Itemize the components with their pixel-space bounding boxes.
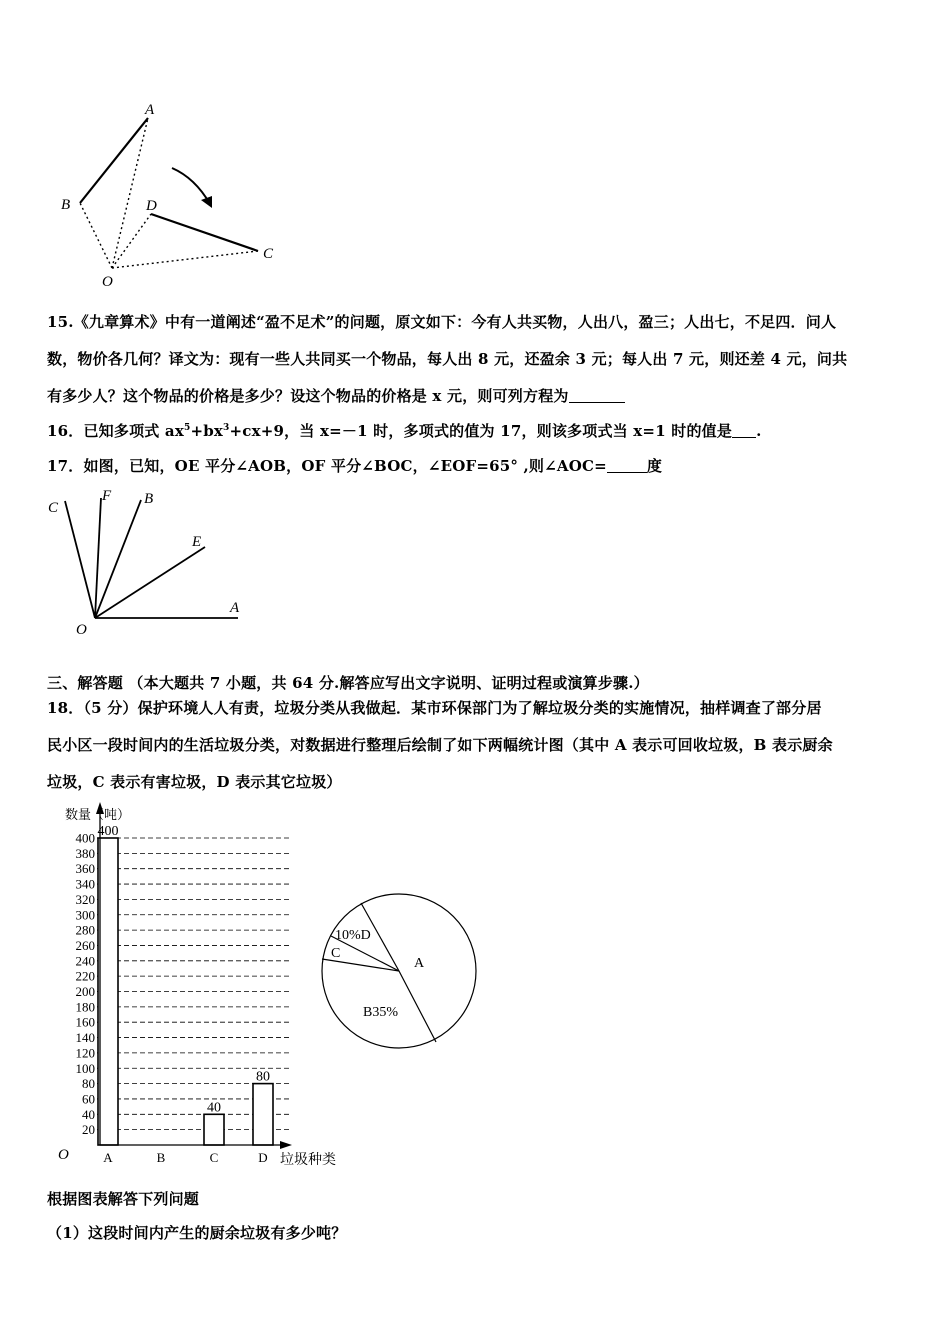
y-tick-label: 260 (75, 937, 95, 953)
y-tick-label: 140 (75, 1030, 95, 1046)
y-tick-label: 380 (75, 845, 95, 861)
y-tick-label: 20 (82, 1122, 95, 1138)
bar-d (253, 1084, 273, 1145)
label-f: F (102, 488, 112, 504)
x-category-labels (103, 1150, 267, 1165)
ray-oc (65, 501, 95, 618)
x-axis-title: 垃圾种类 (280, 1153, 336, 1168)
label-c: C (263, 246, 274, 262)
y-tick-label: 200 (75, 984, 95, 999)
y-tick-label: 220 (75, 968, 95, 984)
sub-question-1: （1）这段时间内产生的厨余垃圾有多少吨？ (47, 1224, 347, 1242)
x-category-label: B (156, 1150, 166, 1165)
q17-text: 17．如图，已知，OE 平分∠AOB，OF 平分∠BOC，∠EOF=65° ,则∠AOC= (47, 457, 607, 475)
y-tick-label: 40 (82, 1106, 95, 1122)
q16-exp2: 3 (223, 423, 230, 433)
q16-end: . (756, 422, 762, 440)
dotted-ob (80, 203, 112, 268)
label-a: A (230, 600, 240, 616)
answer-intro: 根据图表解答下列问题 (47, 1190, 200, 1208)
data-label-c: 40 (207, 1100, 221, 1116)
q16-part2: +bx (190, 422, 224, 440)
q16 (47, 420, 907, 441)
label-a: A (145, 102, 155, 118)
x-category-label: D (258, 1150, 268, 1165)
q18-line2: 民小区一段时间内的生活垃圾分类，对数据进行整理后绘制了如下两幅统计图（其中 A 表示可回收垃圾，B 表示厨余 (47, 736, 833, 754)
y-tick-label: 300 (75, 907, 95, 923)
y-tick-label: 280 (75, 922, 95, 938)
ray-oe (95, 547, 205, 618)
label-e: E (192, 534, 202, 550)
q15-line2: 数，物价各几何？译文为：现有一些人共同买一个物品，每人出 8 元，还盈余 3 元；每人出 7 元，则还差 4 元，问共 (47, 350, 848, 368)
q18-line1: 18．（5 分）保护环境人人有责，垃圾分类从我做起．某市环保部门为了解垃圾分类的实施情况，抽样调查了部分居 (47, 699, 822, 717)
q15-line3 (47, 385, 907, 406)
figure-rotation (55, 100, 285, 295)
y-tick-label: 120 (75, 1045, 95, 1061)
q16-part1: 16．已知多项式 ax (47, 422, 184, 440)
q17-unit: 度 (646, 457, 663, 475)
rotation-arrow-icon (172, 168, 210, 204)
dotted-od (112, 214, 151, 268)
data-label-d: 80 (256, 1069, 270, 1085)
y-tick-label: 320 (75, 891, 95, 907)
label-b: B (61, 197, 71, 213)
slice-border-a-b (399, 971, 436, 1042)
q17 (47, 455, 907, 476)
label-o: O (76, 622, 87, 638)
figure-angles (40, 484, 260, 644)
q18-line3: 垃圾，C 表示有害垃圾，D 表示其它垃圾） (47, 773, 342, 791)
label-b: B (144, 491, 154, 507)
x-category-label: C (209, 1150, 219, 1165)
q16-exp1: 5 (183, 423, 191, 433)
y-tick-label: 80 (82, 1076, 95, 1092)
label-d: D (146, 198, 157, 214)
y-tick-label: 100 (75, 1060, 95, 1076)
answer-blank[interactable] (607, 458, 647, 473)
ray-of (95, 498, 101, 618)
y-tick-labels (76, 831, 96, 1138)
slice-label-d: 10%D (335, 928, 371, 943)
label-o: O (102, 274, 113, 290)
q15-line1: 15.《九章算术》中有一道阐述“盈不足术”的问题，原文如下：今有人共买物，人出八，盈三；人出七，不足四．问人 (47, 313, 837, 331)
slice-label-b: B35% (363, 1005, 398, 1020)
x-axis-arrow-icon (280, 1141, 292, 1149)
q16-part3: +cx+9，当 x=－1 时，多项式的值为 17，则该多项式当 x=1 时的值是 (229, 422, 733, 440)
y-axis-title: 数量（吨） (65, 807, 131, 822)
y-tick-label: 160 (75, 1014, 95, 1030)
q15-line3-text: 有多少人？这个物品的价格是多少？设这个物品的价格是 x 元，则可列方程为 (47, 387, 569, 405)
y-tick-label: 400 (75, 830, 95, 846)
bar-a (98, 838, 118, 1145)
x-category-label: A (103, 1150, 113, 1165)
dotted-oc (112, 251, 258, 268)
y-tick-label: 340 (75, 876, 95, 892)
data-label-a: 400 (97, 824, 119, 839)
slice-label-a: A (414, 956, 425, 971)
pie-chart (316, 890, 486, 1060)
y-tick-label: 360 (75, 861, 95, 877)
answer-blank[interactable] (569, 388, 625, 403)
y-tick-label: 240 (75, 953, 95, 969)
section3-heading: 三、解答题 （本大题共 7 小题，共 64 分.解答应写出文字说明、证明过程或演算步骤.） (47, 674, 649, 692)
y-tick-label: 180 (75, 999, 95, 1015)
segment-dc (151, 214, 258, 251)
bars (98, 824, 274, 1145)
origin-label: O (58, 1147, 69, 1163)
y-tick-label: 60 (82, 1091, 95, 1107)
ray-ob (95, 500, 141, 618)
bar-chart (40, 800, 350, 1170)
bar-c (204, 1114, 224, 1145)
label-c: C (48, 500, 59, 516)
slice-label-c: C (331, 946, 341, 961)
answer-blank[interactable] (732, 423, 756, 438)
